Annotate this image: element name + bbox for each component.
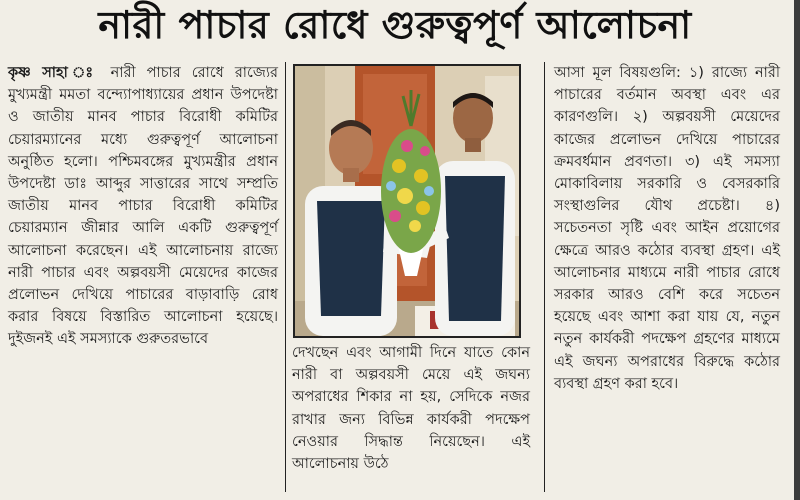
meeting-photo [293, 64, 521, 338]
headline: নারী পাচার রোধে গুরুত্বপূর্ণ আলোচনা [98, 3, 692, 47]
byline: কৃষ্ণ সাহা ঃ [8, 65, 100, 81]
column-divider-right [544, 62, 545, 492]
article-column-left [8, 62, 278, 351]
article-column-middle: দেখছেন এবং আগামী দিনে যাতে কোন নারী বা অল্পবয়সী মেয়ে এই জঘন্য অপরাধের শিকার না হয়, সেদিকে নজর রাখার জন্য বিভিন্ন কার্যকরী পদক্ষেপ নেওয়ার সিদ্ধান্ত নিয়েছেন। এই আলোচনায় উঠে [292, 345, 530, 473]
column-left-text: নারী পাচার রোধে রাজ্যের মুখ্যমন্ত্রী মমতা বন্দ্যোপাধ্যায়ের প্রধান উপদেষ্টা ও জাতীয় মানব পাচার বিরোধী কমিটির চেয়ারম্যানের মধ্যে গুরুত্বপূর্ণ আলোচনা অনুষ্ঠিত হলো। পশ্চিমবঙ্গের মুখ্যমন্ত্রীর প্রধান উপদেষ্টা ডাঃ আব্দুর সাত্তারের সাথে সম্প্রতি জাতীয় মানব পাচার বিরোধী কমিটির চেয়ারম্যান জীন্নার আলি একটি গুরুত্বপূর্ণ আলোচনা করেছেন। এই আলোচনায় রাজ্যে নারী পাচার এবং অল্পবয়সী মেয়েদের কাজের প্রলোভন দেখিয়ে পাচারের বাড়াবাড়ি রোধ করার বিষয়ে বিস্তারিত আলোচনা হয়েছে। দুইজনই এই সমস্যাকে গুরুতরভাবে [8, 65, 278, 348]
photo-illustration [295, 66, 519, 336]
column-divider-left [285, 62, 286, 492]
page-edge [794, 0, 800, 500]
article-column-right: আসা মূল বিষয়গুলি: ১) রাজ্যে নারী পাচারের বর্তমান অবস্থা এবং এর কারণগুলি। ২) অল্পবয়সী মেয়েদের কাজের প্রলোভন দেখিয়ে পাচারের ক্রমবর্ধমান প্রবণতা। ৩) এই সমস্যা মোকাবিলায় সরকারি ও বেসরকারি সংস্থাগুলির যৌথ প্রচেষ্টা। ৪) সচেতনতা সৃষ্টি এবং আইন প্রয়োগের ক্ষেত্রে আরও কঠোর ব্যবস্থা গ্রহণ। এই আলোচনার মাধ্যমে নারী পাচার রোধে সরকার আরও বেশি করে সচেতন হয়েছে এবং আশা করা যায় যে, নতুন নতুন কার্যকরী পদক্ষেপ গ্রহণের মাধ্যমে এই জঘন্য অপরাধের বিরুদ্ধে কঠোর ব্যবস্থা গ্রহণ করা হবে। [554, 65, 780, 392]
